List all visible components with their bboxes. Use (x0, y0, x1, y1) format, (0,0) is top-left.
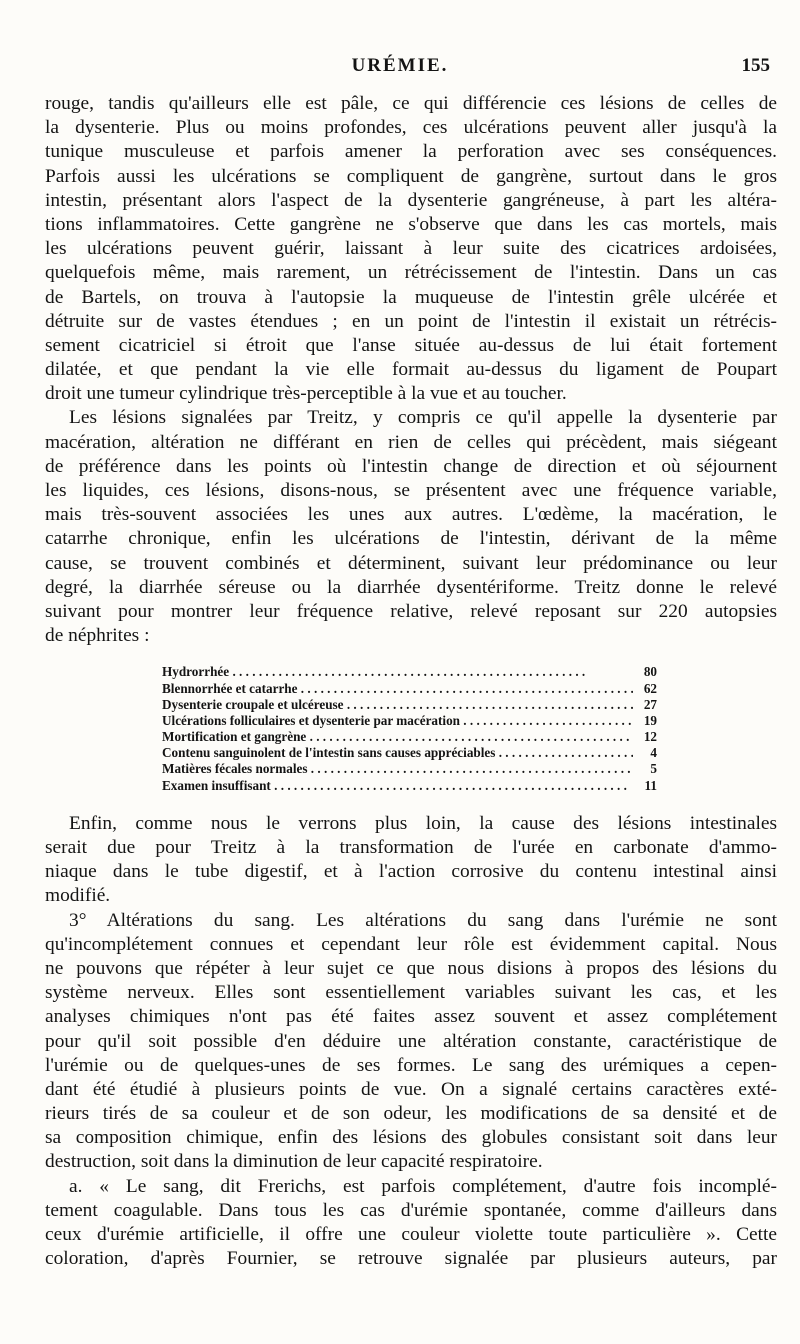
paragraph-1 (45, 92, 777, 406)
text-line: serait due pour Treitz à la transformation de l'urée en carbonate d'ammo- (45, 837, 777, 858)
text-line: sement cicatriciel si étroit que l'anse située au-dessus de lui était fortement (45, 334, 777, 356)
text-line: sa composition chimique, enfin des lésions des globules consistant soit dans leur (45, 1127, 777, 1149)
page-body (45, 92, 777, 1271)
row-label: Matières fécales normales . . . (162, 761, 633, 777)
text-line: droit une tumeur cylindrique très-perceptible à la vue et au toucher. (45, 383, 567, 405)
page-header (0, 55, 800, 85)
row-value: 80 (643, 664, 657, 680)
row-value: 12 (643, 729, 657, 745)
text-line: la dysenterie. Plus ou moins profondes, ces ulcérations peuvent aller jusqu'à la (45, 117, 777, 139)
text-line: 3° Altérations du sang. Les altérations du sang dans l'urémie ne sont (69, 909, 777, 931)
table-row (162, 745, 657, 761)
row-value: 62 (643, 680, 657, 696)
text-line: rieurs tirés de sa couleur et de son odeur, les modifications de sa densité et de (45, 1103, 777, 1125)
text-line: Enfin, comme nous le verrons plus loin, la cause des lésions intestinales (69, 812, 777, 834)
row-label: Hydrorrhée . . . (162, 664, 633, 680)
text-line: intestin, présentant alors l'aspect de la dysenterie gangréneuse, à part les altéra- (45, 189, 777, 211)
paragraph-2 (45, 406, 777, 648)
paragraph-5 (45, 1175, 777, 1272)
row-label: Mortification et gangrène . . . (162, 729, 633, 745)
row-value: 27 (643, 696, 657, 712)
row-value: 5 (650, 761, 657, 777)
row-label: Examen insuffisant . . . (162, 778, 633, 794)
text-line: macération, altération ne différant en rien de celles qui précèdent, mais siégeant (45, 431, 777, 453)
table-row (162, 697, 657, 713)
row-label: Ulcérations folliculaires et dysenterie par macération . . . (162, 713, 633, 729)
row-value: 19 (643, 712, 657, 728)
text-line: coloration, d'après Fournier, se retrouve signalée par plusieurs auteurs, par (45, 1248, 777, 1270)
text-line: Les lésions signalées par Treitz, y compris ce qu'il appelle la dysenterie par (69, 407, 777, 429)
table-row (162, 681, 657, 697)
table-row (162, 729, 657, 745)
text-line: a. « Le sang, dit Frerichs, est parfois complétement, d'autre fois incomplé- (69, 1175, 777, 1197)
page-number: 155 (741, 55, 770, 76)
table-row (162, 761, 657, 777)
text-line: les liquides, ces lésions, disons-nous, se présentent avec une fréquence variable, (45, 480, 777, 501)
text-line: de préférence dans les points où l'intestin change de direction et où séjournent (45, 455, 777, 477)
table-row (162, 664, 657, 680)
text-line: tement coagulable. Dans tous les cas d'urémie spontanée, comme d'ailleurs dans (45, 1199, 777, 1221)
row-label: Dysenterie croupale et ulcéreuse . . . (162, 697, 633, 713)
text-line: analyses chimiques n'ont pas été faites assez souvent et assez complétement (45, 1006, 777, 1028)
text-line: dant été étudié à plusieurs points de vue. On a signalé certains caractères exté- (45, 1078, 777, 1100)
running-title: URÉMIE. (351, 55, 449, 76)
text-line: catarrhe chronique, enfin les ulcérations de l'intestin, dérivant de la même (45, 528, 777, 550)
text-line: rouge, tandis qu'ailleurs elle est pâle, ce qui différencie ces lésions de celles de (45, 93, 777, 114)
text-line: qu'incomplétement connues et cependant leur rôle est évidemment capital. Nous (45, 933, 777, 955)
table-row (162, 713, 657, 729)
text-line: les ulcérations peuvent guérir, laissant à leur suite des cicatrices ardoisées, (45, 238, 777, 260)
text-line: ceux d'urémie artificielle, il offre une couleur violette toute particulière ». Cette (45, 1224, 777, 1245)
text-line: système nerveux. Elles sont essentiellement variables suivant les cas, et les (45, 982, 777, 1004)
text-line: mais très-souvent associées les unes aux autres. L'œdème, la macération, le (45, 504, 777, 526)
text-line: de néphrites : (45, 625, 150, 647)
text-line: tunique musculeuse et parfois amener la perforation avec ses conséquences. (45, 141, 777, 163)
paragraph-3 (45, 812, 777, 909)
row-value: 11 (644, 777, 657, 793)
text-line: tions inflammatoires. Cette gangrène ne s'observe que dans les cas mortels, mais (45, 213, 777, 235)
text-line: modifié. (45, 885, 111, 907)
text-line: Parfois aussi les ulcérations se compliquent de gangrène, surtout dans le gros (45, 165, 777, 187)
text-line: ne pouvons que répéter à leur sujet ce que nous disions à propos des lésions du (45, 957, 777, 979)
text-line: cause, se trouvent combinés et déterminent, suivant leur prédominance ou leur (45, 552, 777, 574)
text-line: quelquefois même, mais rarement, un rétrécissement de l'intestin. Dans un cas (45, 262, 777, 284)
text-line: dilatée, et que pendant la vie elle formait au-dessus du ligament de Poupart (45, 359, 777, 381)
row-label: Blennorrhée et catarrhe . . . (162, 681, 633, 697)
text-line: destruction, soit dans la diminution de leur capacité respiratoire. (45, 1151, 543, 1173)
row-label: Contenu sanguinolent de l'intestin sans causes appréciables . . . (162, 745, 633, 761)
text-line: degré, la diarrhée séreuse ou la diarrhée dysentériforme. Treitz donne le relevé (45, 576, 777, 598)
text-line: détruite sur de vastes étendues ; en un point de l'intestin il existait un rétrécis- (45, 310, 777, 332)
text-line: suivant pour montrer leur fréquence relative, relevé reposant sur 220 autopsies (45, 600, 777, 622)
text-line: de Bartels, on trouva à l'autopsie la muqueuse de l'intestin grêle ulcérée et (45, 286, 777, 308)
text-line: pour qu'il soit possible d'en déduire une altération constante, caractéristique de (45, 1030, 777, 1052)
paragraph-4 (45, 909, 777, 1175)
text-line: niaque dans le tube digestif, et à l'action corrosive du contenu intestinal ainsi (45, 861, 777, 883)
row-value: 4 (650, 745, 657, 761)
frequency-table (162, 664, 657, 794)
text-line: l'urémie ou de quelques-unes de ses formes. Le sang des urémiques a cepen- (45, 1054, 777, 1076)
table-row (162, 778, 657, 794)
